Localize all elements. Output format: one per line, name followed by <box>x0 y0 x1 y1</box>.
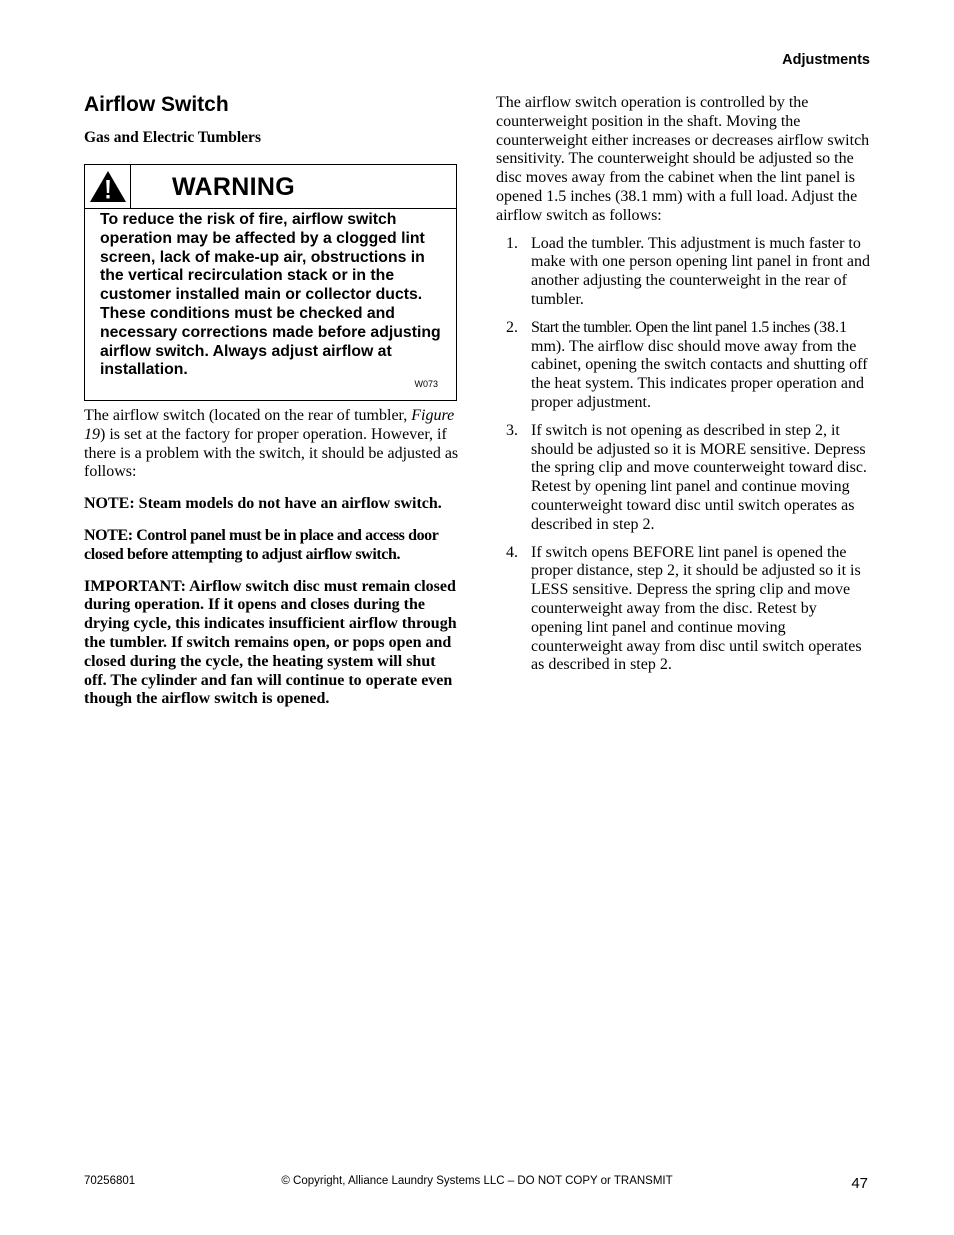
running-header-section: Adjustments <box>782 52 870 68</box>
step-number: 1. <box>506 234 518 252</box>
warning-icon-cell <box>85 165 131 208</box>
intro-text-end: ) is set at the factory for proper operation. However, if there is a problem with the switch, it should be adjusted as follows: <box>84 425 459 481</box>
right-column <box>496 94 872 684</box>
list-item <box>496 422 872 535</box>
warning-title: WARNING <box>172 173 295 201</box>
important-notice: IMPORTANT: Airflow switch disc must remain closed during operation. If it opens and closes during the drying cycle, this indicates insufficient airflow through the tumbler. If switch remains open, or pops open and closed during the cycle, the heating system will shut off. The cylinder and fan will continue to operate even though the airflow switch is opened. <box>84 577 457 708</box>
copyright-notice: © Copyright, Alliance Laundry Systems LLC – DO NOT COPY or TRANSMIT <box>281 1175 673 1187</box>
step-number: 4. <box>506 543 518 561</box>
procedure-steps <box>496 235 872 676</box>
step-text: If switch is not opening as described in step 2, it should be adjusted so it is MORE sensitive. Depress the spring clip and move counterweight toward disc. Retest by opening lint panel and continue moving counterweight toward disc until switch operates as described in step 2. <box>531 421 867 533</box>
step-text: (38.1 mm). The airflow disc should move away from the cabinet, opening the switch contacts and shutting off the heat system. This indicates proper operation and proper adjustment. <box>531 318 868 411</box>
figure-reference-link[interactable]: Figure 19 <box>84 407 455 443</box>
section-title: Airflow Switch <box>84 93 229 116</box>
warning-box <box>84 164 457 401</box>
warning-triangle-icon <box>89 170 127 203</box>
step-number: 3. <box>506 421 518 439</box>
step-text: If switch opens BEFORE lint panel is opened the proper distance, step 2, it should be adjusted so it is LESS sensitive. Depress the spring clip and move counterweight away from the disc. Retest by opening lint panel and continue moving counterweight away from disc until switch operates as described in step 2. <box>531 543 862 674</box>
warning-header <box>85 165 456 209</box>
list-item <box>496 544 872 676</box>
subheading: Gas and Electric Tumblers <box>84 129 261 146</box>
step-text: Load the tumbler. This adjustment is much faster to make with one person opening lint panel in front and another adjusting the counterweight in the rear of tumbler. <box>531 234 871 308</box>
intro-text-start: The airflow switch (located on the rear of tumbler, <box>84 407 412 424</box>
list-item <box>496 235 872 310</box>
list-item <box>496 319 872 413</box>
step-text-condensed: Start the tumbler. Open the lint panel 1.5 inches <box>531 318 810 336</box>
note-control-panel: NOTE: Control panel must be in place and access door closed before attempting to adjust airflow switch. <box>84 526 439 563</box>
step-number: 2. <box>506 318 518 336</box>
document-number: 70256801 <box>84 1175 136 1187</box>
procedure-intro: The airflow switch operation is controlled by the counterweight position in the shaft. Moving the counterweight either increases or decreases airflow switch sensitivity. The counterweight should be adjusted so the disc moves away from the cabinet when the lint panel is opened 1.5 inches (38.1 mm) with a full load. Adjust the airflow switch as follows: <box>496 94 870 224</box>
warning-code: W073 <box>414 379 438 389</box>
note-steam-models: NOTE: Steam models do not have an airflow switch. <box>84 495 442 513</box>
page-number: 47 <box>851 1175 868 1192</box>
intro-paragraph <box>84 407 460 482</box>
page-footer <box>84 1174 870 1194</box>
warning-text: To reduce the risk of fire, airflow switch operation may be affected by a clogged lint screen, lack of make-up air, obstructions in the vertical recirculation stack or in the customer installed main or collector ducts. These conditions must be checked and necessary corrections made before adjusting airflow switch. Always adjust airflow at installation. <box>100 211 441 379</box>
left-column <box>84 90 460 709</box>
